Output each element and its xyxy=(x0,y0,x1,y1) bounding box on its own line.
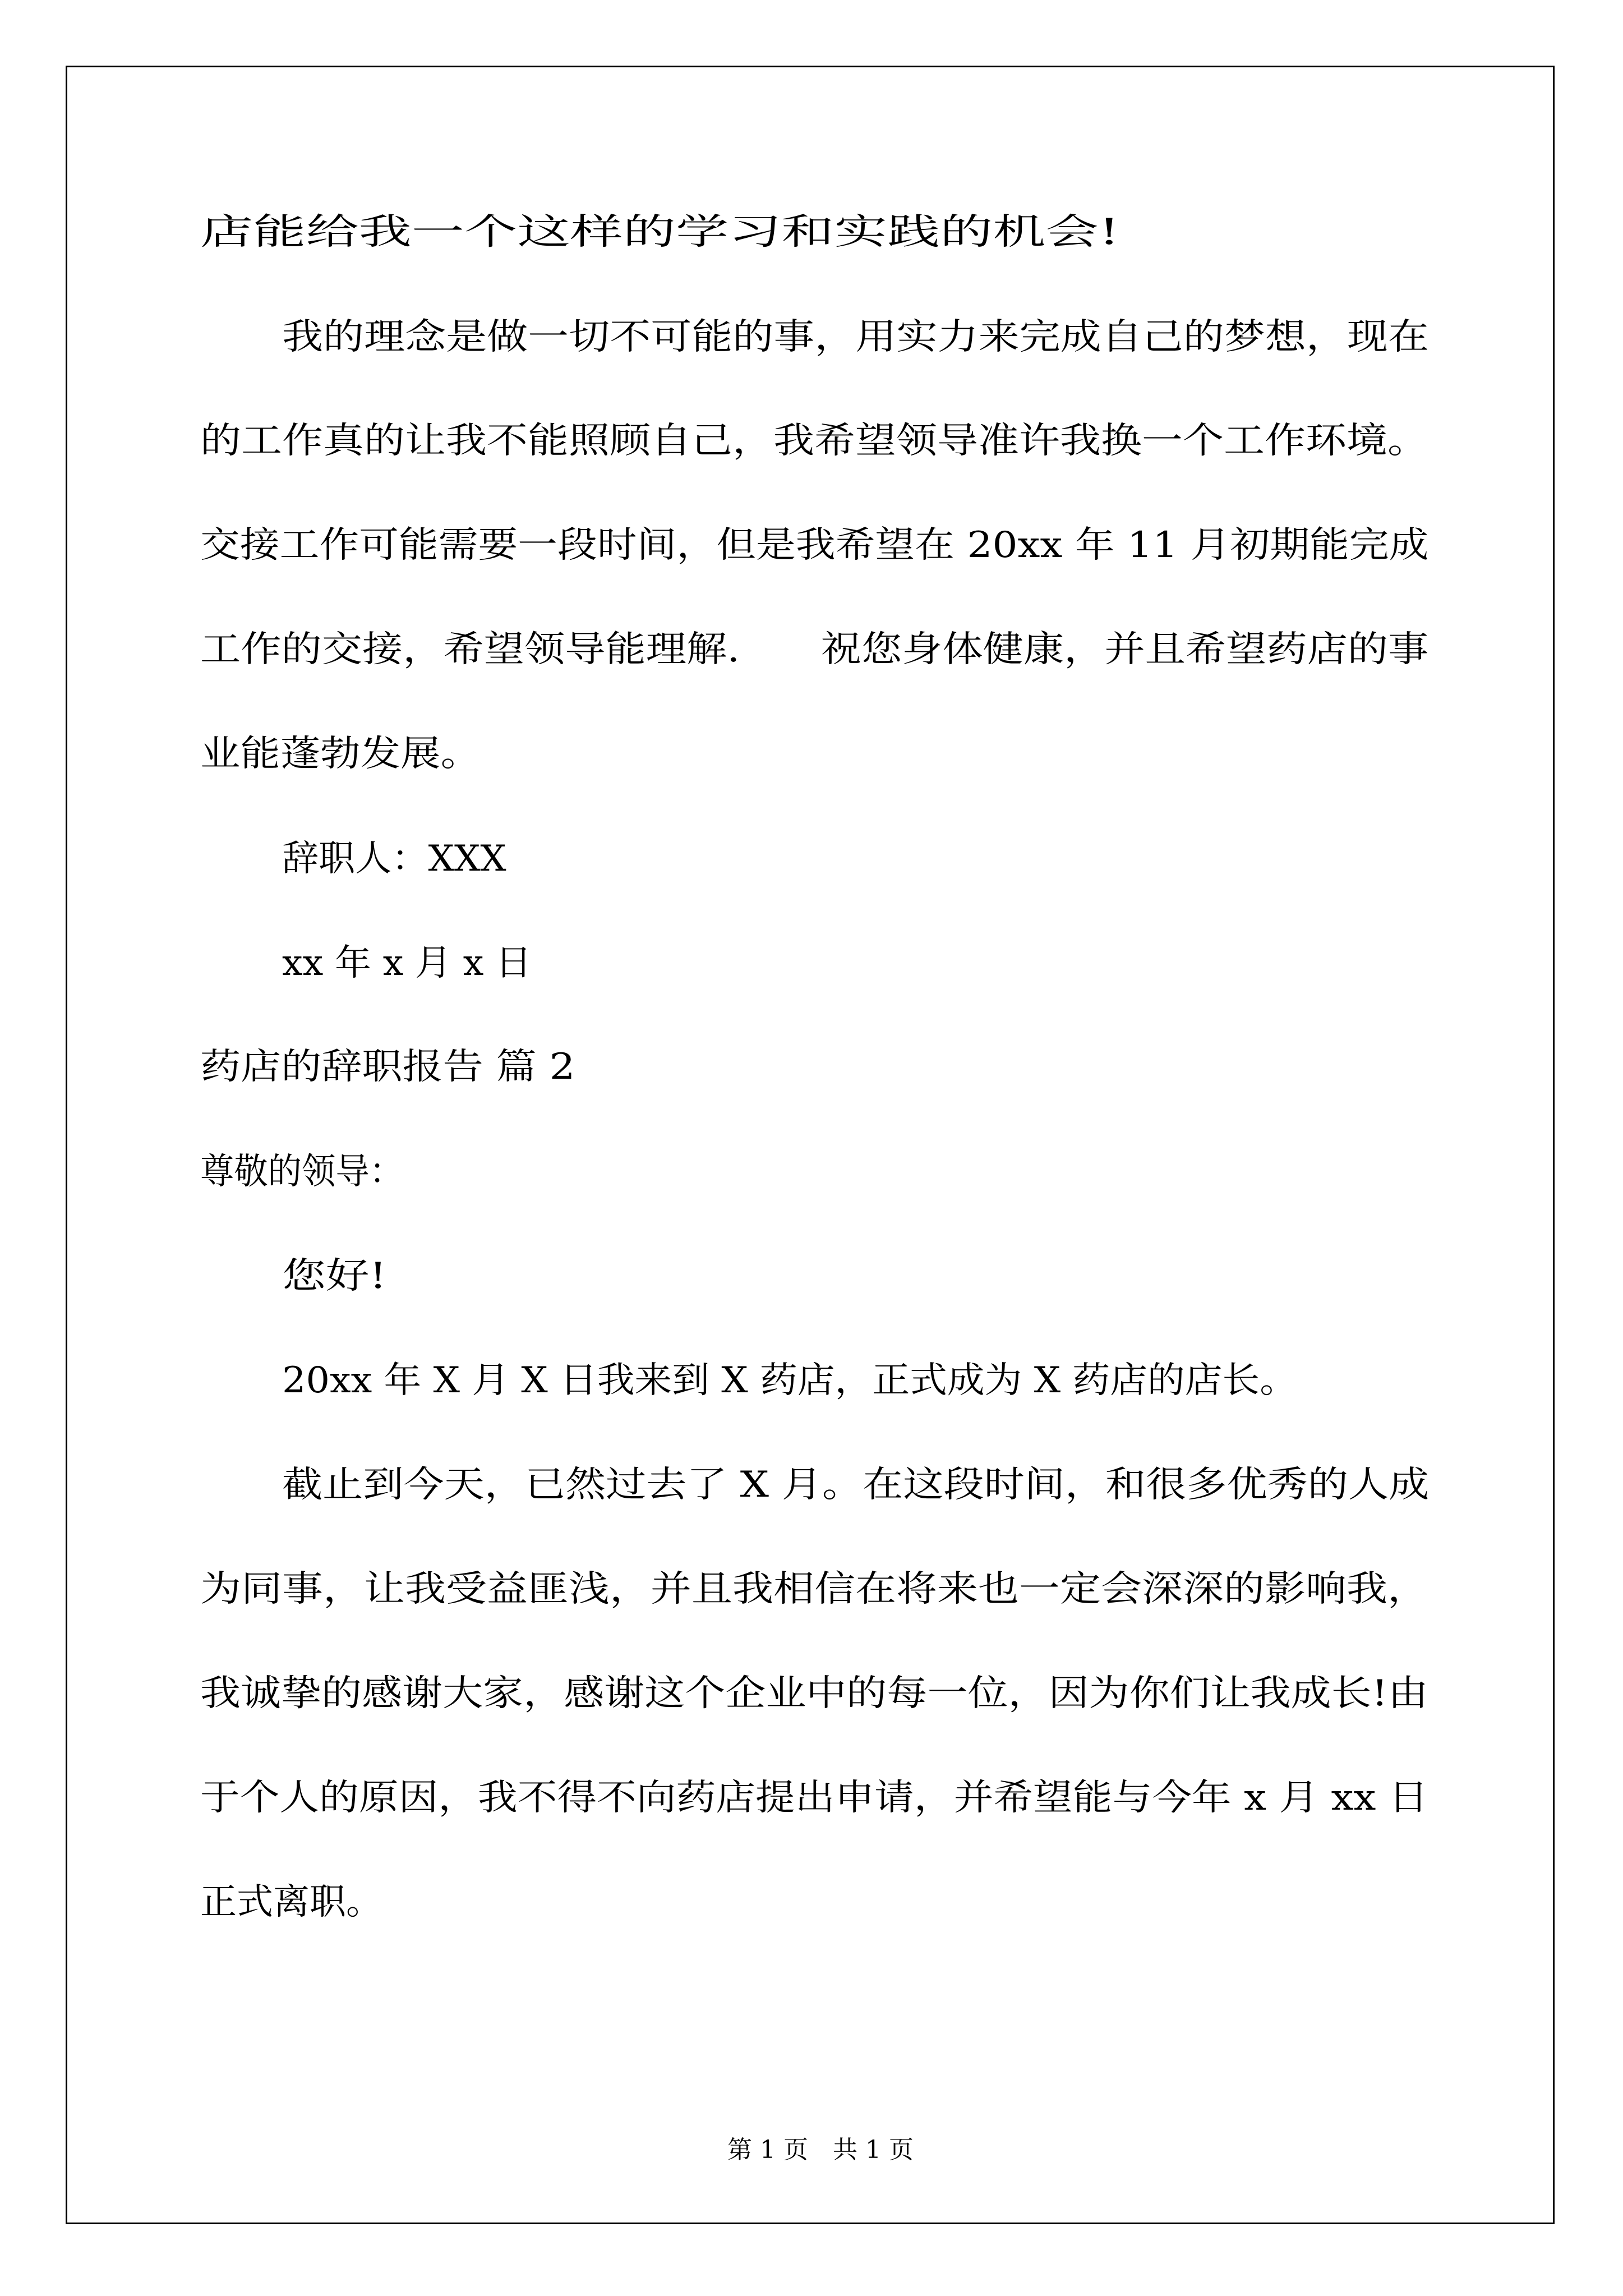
date-line: xx 年 x 月 x 日 xyxy=(282,942,532,984)
text-line: 店能给我一个这样的学习和实践的机会! xyxy=(200,211,1120,253)
text-line: 截止到今天，已然过去了 X 月。在这段时间，和很多优秀的人成 xyxy=(282,1464,1430,1506)
signature-line: 辞职人：XXX xyxy=(282,838,506,880)
text-line: 工作的交接，希望领导能理解. 祝您身体健康，并且希望药店的事 xyxy=(200,629,1429,670)
text-line: 我的理念是做一切不可能的事，用实力来完成自己的梦想，现在 xyxy=(282,316,1429,358)
page-footer: 第 1 页 共 1 页 xyxy=(727,2136,914,2164)
section-heading: 药店的辞职报告 篇 2 xyxy=(200,1046,575,1088)
greeting: 您好! xyxy=(282,1255,387,1297)
text-line: 的工作真的让我不能照顾自己，我希望领导准许我换一个工作环境。 xyxy=(200,420,1428,462)
text-line: 于个人的原因，我不得不向药店提出申请，并希望能与今年 x 月 xx 日 xyxy=(200,1777,1428,1819)
text-line: 我诚挚的感谢大家，感谢这个企业中的每一位，因为你们让我成长!由 xyxy=(200,1673,1428,1714)
salutation: 尊敬的领导： xyxy=(200,1151,403,1193)
text-line: 为同事，让我受益匪浅，并且我相信在将来也一定会深深的影响我， xyxy=(200,1568,1428,1610)
text-line: 正式离职。 xyxy=(200,1881,382,1923)
text-line: 业能蓬勃发展。 xyxy=(200,733,481,775)
text-line: 20xx 年 X 月 X 日我来到 X 药店，正式成为 X 药店的店长。 xyxy=(282,1360,1297,1401)
text-line: 交接工作可能需要一段时间，但是我希望在 20xx 年 11 月初期能完成 xyxy=(200,524,1429,566)
